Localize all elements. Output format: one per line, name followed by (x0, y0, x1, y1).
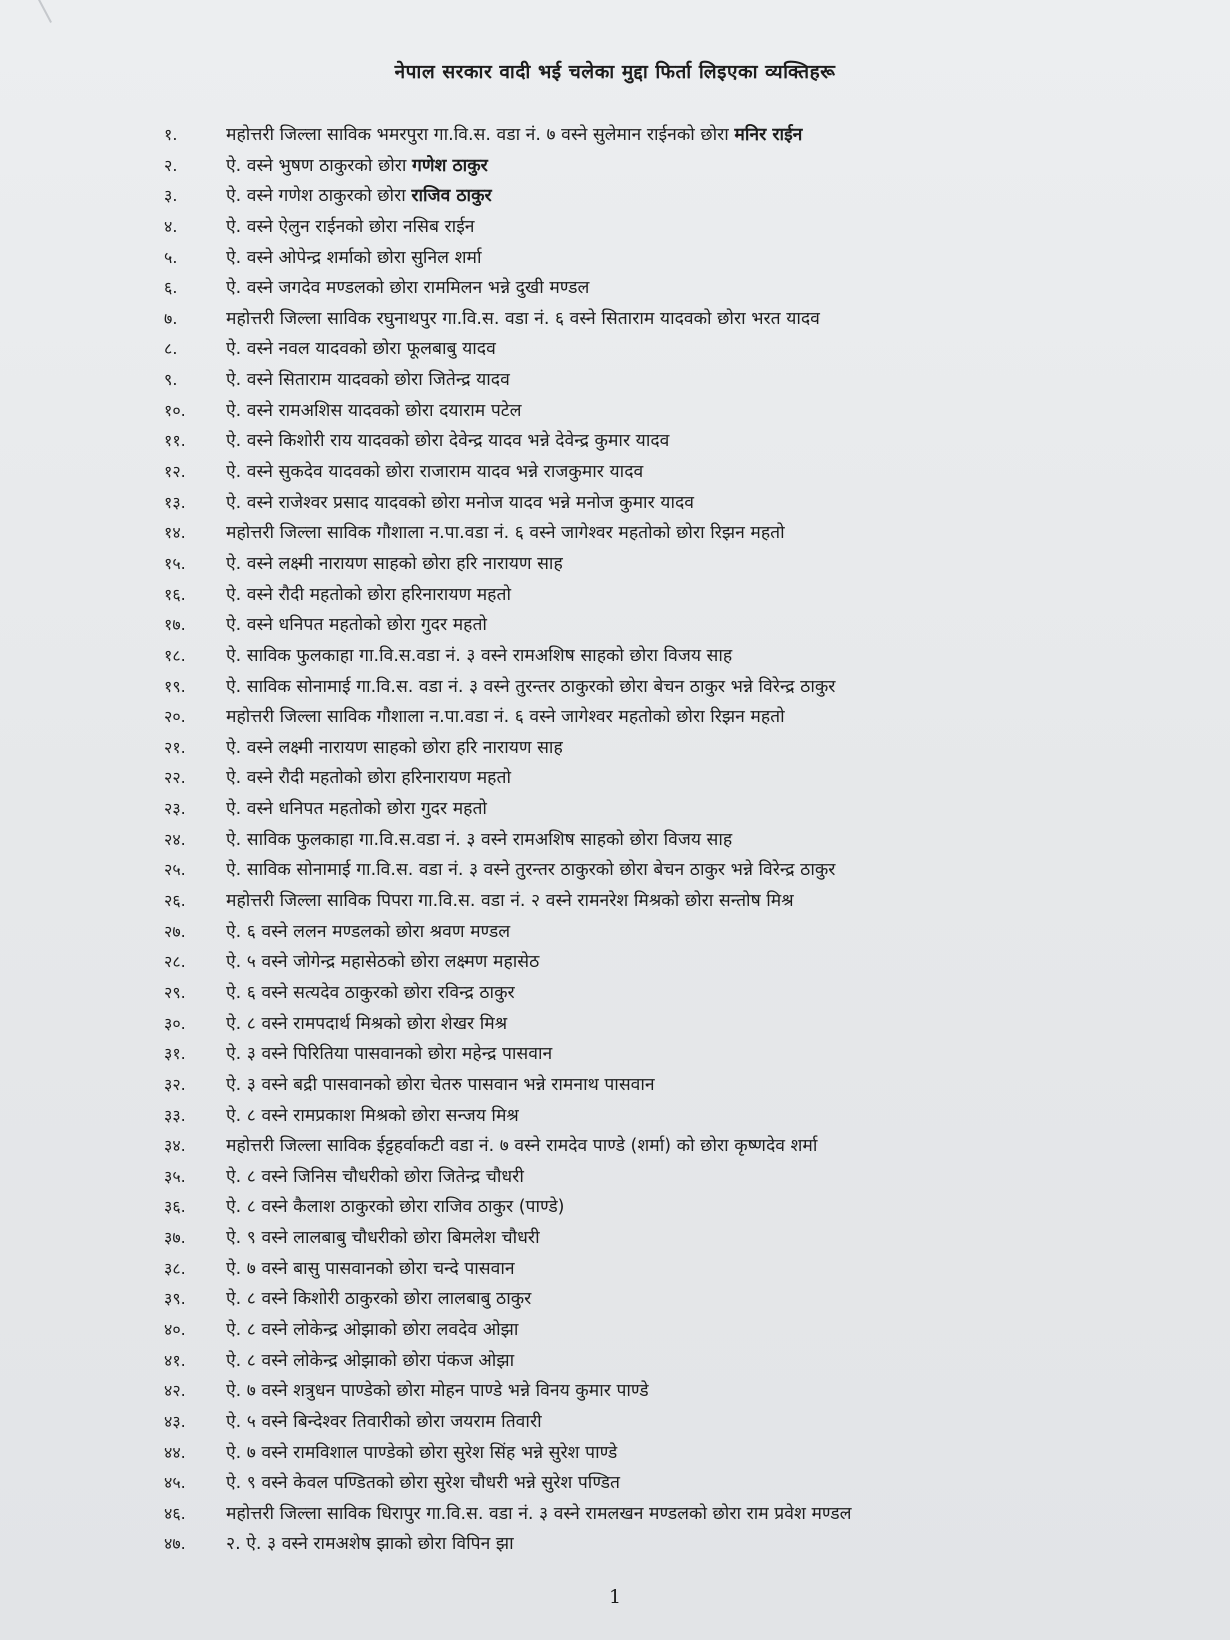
entry-description: ऐ. वस्ने रौदी महतोको छोरा हरिनारायण महतो (226, 768, 511, 789)
entry-text (226, 1009, 1190, 1040)
entry-number: ३६. (164, 1197, 186, 1217)
entry-description: ऐ. वस्ने सुकदेव यादवको छोरा राजाराम यादव भन्ने राजकुमार यादव (226, 462, 644, 483)
entry-number: १२. (164, 462, 186, 482)
list-item (0, 1223, 1230, 1254)
list-item (0, 1529, 1230, 1560)
entry-number: २. (164, 155, 178, 175)
list-item (0, 365, 1230, 396)
entry-number: ४२. (164, 1381, 186, 1401)
entry-description: ऐ. वस्ने किशोरी राय यादवको छोरा देवेन्द्र यादव भन्ने देवेन्द्र कुमार यादव (226, 431, 670, 452)
entry-text (226, 1162, 1190, 1193)
list-item (0, 825, 1230, 856)
list-item (0, 1346, 1230, 1377)
entry-number: ११. (164, 431, 186, 451)
entry-number: ४४. (164, 1442, 186, 1462)
list-item (0, 1284, 1230, 1315)
entry-number: ४३. (164, 1411, 186, 1431)
list-item (0, 518, 1230, 549)
entry-number: २०. (164, 707, 186, 727)
entry-description: ऐ. वस्ने रौदी महतोको छोरा हरिनारायण महतो (226, 584, 511, 605)
entry-text (226, 1407, 1190, 1438)
entry-description: ऐ. वस्ने जगदेव मण्डलको छोरा राममिलन भन्ने दुखी मण्डल (226, 278, 590, 299)
entry-text (226, 151, 1190, 182)
entry-number: १. (164, 125, 178, 144)
entry-description: ऐ. ९ वस्ने लालबाबु चौधरीको छोरा बिमलेश चौधरी (226, 1228, 540, 1249)
entry-description: ऐ. वस्ने लक्ष्मी नारायण साहको छोरा हरि नारायण साह (226, 737, 563, 758)
list-item (0, 1192, 1230, 1223)
entry-description: ऐ. वस्ने ऐलुन राईनको छोरा नसिब राईन (226, 216, 475, 237)
entry-description: ऐ. ८ वस्ने रामप्रकाश मिश्रको छोरा सन्जय मिश्र (226, 1105, 519, 1126)
entry-number: ९. (164, 370, 178, 390)
list-item (0, 1101, 1230, 1132)
list-item (0, 488, 1230, 519)
list-item (0, 181, 1230, 212)
entry-text (226, 763, 1190, 794)
list-item (0, 855, 1230, 886)
entry-description: महोत्तरी जिल्ला साविक रघुनाथपुर गा.वि.स. वडा नं. ६ वस्ने सिताराम यादवको छोरा भरत यादव (226, 308, 820, 329)
entry-text (226, 1376, 1190, 1407)
entry-text (226, 641, 1190, 672)
entry-text (226, 212, 1190, 243)
list-item (0, 304, 1230, 335)
entry-number: १९. (164, 676, 186, 696)
entry-description: ऐ. ७ वस्ने बासु पासवानको छोरा चन्दे पासवान (226, 1258, 515, 1279)
entry-description: महोत्तरी जिल्ला साविक गौशाला न.पा.वडा नं. ६ वस्ने जागेश्वर महतोको छोरा रिझन महतो (226, 523, 785, 544)
entry-description: ऐ. ३ वस्ने पिरितिया पासवानको छोरा महेन्द्र पासवान (226, 1044, 553, 1065)
list-item (0, 978, 1230, 1009)
list-item (0, 763, 1230, 794)
entry-text (226, 1223, 1190, 1254)
entry-text (226, 1315, 1190, 1346)
entry-description: ऐ. ५ वस्ने बिन्देश्वर तिवारीको छोरा जयराम तिवारी (226, 1411, 542, 1432)
entry-text (226, 1254, 1190, 1285)
entry-description: ऐ. वस्ने लक्ष्मी नारायण साहको छोरा हरि नारायण साह (226, 553, 563, 574)
entry-description: महोत्तरी जिल्ला साविक पिपरा गा.वि.स. वडा नं. २ वस्ने रामनरेश मिश्रको छोरा सन्तोष मिश्र (226, 891, 794, 912)
list-item (0, 426, 1230, 457)
entry-description: ऐ. ३ वस्ने बद्री पासवानको छोरा चेतरु पासवान भन्ने रामनाथ पासवान (226, 1074, 655, 1095)
entry-number: ३३. (164, 1105, 186, 1125)
entry-number: २९. (164, 982, 186, 1002)
entry-description: ऐ. ६ वस्ने सत्यदेव ठाकुरको छोरा रविन्द्र ठाकुर (226, 982, 515, 1003)
entry-text (226, 1192, 1190, 1223)
entry-list (0, 120, 1230, 1560)
entry-text (226, 457, 1190, 488)
list-item (0, 1039, 1230, 1070)
entry-number: ३५. (164, 1166, 186, 1186)
entry-number: २७. (164, 921, 186, 941)
entry-text (226, 886, 1190, 917)
entry-number: ५. (164, 247, 178, 267)
entry-text (226, 1039, 1190, 1070)
entry-number: ८. (164, 339, 178, 359)
entry-description: ऐ. वस्ने नवल यादवको छोरा फूलबाबु यादव (226, 339, 496, 360)
page-number: 1 (608, 1586, 622, 1608)
entry-number: ३९. (164, 1289, 186, 1309)
entry-description: ऐ. वस्ने सिताराम यादवको छोरा जितेन्द्र यादव (226, 370, 510, 391)
entry-text (226, 917, 1190, 948)
entry-text (226, 1284, 1190, 1315)
entry-text (226, 488, 1190, 519)
list-item (0, 886, 1230, 917)
list-item (0, 794, 1230, 825)
entry-description: ऐ. ८ वस्ने जिनिस चौधरीको छोरा जितेन्द्र चौधरी (226, 1166, 524, 1187)
entry-number: ३०. (164, 1013, 186, 1033)
entry-text (226, 549, 1190, 580)
entry-name-bold: राजिव ठाकुर (411, 186, 492, 207)
entry-name-bold: मनिर राईन (734, 125, 803, 145)
list-item (0, 1438, 1230, 1469)
entry-text (226, 273, 1190, 304)
entry-text (226, 580, 1190, 611)
entry-description: ऐ. ८ वस्ने किशोरी ठाकुरको छोरा लालबाबु ठाकुर (226, 1289, 532, 1310)
list-item (0, 1315, 1230, 1346)
entry-text (226, 794, 1190, 825)
list-item (0, 1070, 1230, 1101)
entry-text (226, 610, 1190, 641)
list-item (0, 120, 1230, 151)
entry-text (226, 120, 1190, 151)
entry-number: ७. (164, 308, 178, 328)
entry-text (226, 426, 1190, 457)
entry-text (226, 518, 1190, 549)
entry-description: ऐ. वस्ने रामअशिस यादवको छोरा दयाराम पटेल (226, 400, 522, 421)
list-item (0, 151, 1230, 182)
list-item (0, 549, 1230, 580)
entry-number: ३४. (164, 1136, 186, 1156)
entry-number: ३७. (164, 1228, 186, 1248)
entry-description: ऐ. साविक फुलकाहा गा.वि.स.वडा नं. ३ वस्ने रामअशिष साहको छोरा विजय साह (226, 829, 733, 850)
list-item (0, 1468, 1230, 1499)
entry-description: महोत्तरी जिल्ला साविक गौशाला न.पा.वडा नं. ६ वस्ने जागेश्वर महतोको छोरा रिझन महतो (226, 707, 785, 728)
entry-number: १७. (164, 615, 186, 635)
list-item (0, 672, 1230, 703)
entry-text (226, 1070, 1190, 1101)
entry-description: ऐ. वस्ने धनिपत महतोको छोरा गुदर महतो (226, 615, 487, 636)
entry-description: ऐ. साविक सोनामाई गा.वि.स. वडा नं. ३ वस्ने तुरन्तर ठाकुरको छोरा बेचन ठाकुर भन्ने विरेन्द्र ठाकुर (226, 860, 836, 881)
entry-description: ऐ. ८ वस्ने लोकेन्द्र ओझाको छोरा लवदेव ओझा (226, 1319, 519, 1340)
entry-number: ४६. (164, 1503, 186, 1523)
entry-text (226, 396, 1190, 427)
list-item (0, 580, 1230, 611)
list-item (0, 947, 1230, 978)
entry-description: ऐ. ८ वस्ने लोकेन्द्र ओझाको छोरा पंकज ओझा (226, 1350, 515, 1371)
entry-number: २५. (164, 860, 186, 880)
entry-text (226, 1499, 1190, 1530)
entry-number: २६. (164, 891, 186, 911)
entry-number: २४. (164, 829, 186, 849)
paper-crease (38, 0, 52, 23)
entry-description: महोत्तरी जिल्ला साविक धिरापुर गा.वि.स. वडा नं. ३ वस्ने रामलखन मण्डलको छोरा राम प्रवेश मण्डल (226, 1503, 852, 1524)
entry-description: २. ऐ. ३ वस्ने रामअशेष झाको छोरा विपिन झा (226, 1534, 514, 1555)
entry-number: ३१. (164, 1044, 186, 1064)
entry-description: ऐ. ७ वस्ने शत्रुधन पाण्डेको छोरा मोहन पाण्डे भन्ने विनय कुमार पाण्डे (226, 1381, 649, 1402)
list-item (0, 334, 1230, 365)
entry-description: ऐ. ८ वस्ने रामपदार्थ मिश्रको छोरा शेखर मिश्र (226, 1013, 508, 1034)
entry-text (226, 334, 1190, 365)
entry-number: १६. (164, 584, 186, 604)
entry-description: ऐ. ५ वस्ने जोगेन्द्र महासेठको छोरा लक्ष्मण महासेठ (226, 952, 540, 973)
list-item (0, 243, 1230, 274)
entry-number: २२. (164, 768, 186, 788)
entry-text (226, 243, 1190, 274)
list-item (0, 917, 1230, 948)
entry-number: १८. (164, 645, 186, 665)
list-item (0, 396, 1230, 427)
entry-number: ४०. (164, 1319, 186, 1339)
entry-name-bold: गणेश ठाकुर (412, 155, 488, 176)
list-item (0, 1376, 1230, 1407)
entry-description: ऐ. साविक सोनामाई गा.वि.स. वडा नं. ३ वस्ने तुरन्तर ठाकुरको छोरा बेचन ठाकुर भन्ने विरेन्द्र ठाकुर (226, 676, 836, 697)
entry-text (226, 1529, 1190, 1560)
entry-number: १४. (164, 523, 186, 543)
list-item (0, 733, 1230, 764)
entry-text (226, 978, 1190, 1009)
entry-number: ६. (164, 278, 178, 298)
entry-description: ऐ. वस्ने गणेश ठाकुरको छोरा (226, 186, 412, 207)
entry-text (226, 304, 1190, 335)
entry-number: १०. (164, 400, 186, 420)
entry-number: ४७. (164, 1534, 186, 1554)
entry-text (226, 855, 1190, 886)
entry-text (226, 733, 1190, 764)
entry-text (226, 1101, 1190, 1132)
list-item (0, 1499, 1230, 1530)
entry-description: ऐ. वस्ने भुषण ठाकुरको छोरा (226, 155, 413, 176)
entry-description: ऐ. ८ वस्ने कैलाश ठाकुरको छोरा राजिव ठाकुर (पाण्डे) (226, 1197, 565, 1218)
entry-number: २३. (164, 799, 186, 819)
entry-description: ऐ. साविक फुलकाहा गा.वि.स.वडा नं. ३ वस्ने रामअशिष साहको छोरा विजय साह (226, 645, 733, 666)
entry-text (226, 702, 1190, 733)
entry-description: ऐ. ६ वस्ने ललन मण्डलको छोरा श्रवण मण्डल (226, 921, 511, 942)
entry-text (226, 1468, 1190, 1499)
list-item (0, 457, 1230, 488)
entry-text (226, 1346, 1190, 1377)
list-item (0, 641, 1230, 672)
entry-text (226, 1131, 1190, 1162)
entry-number: ४. (164, 216, 178, 236)
entry-number: ३८. (164, 1258, 186, 1278)
entry-number: ४१. (164, 1350, 186, 1370)
entry-description: महोत्तरी जिल्ला साविक भमरपुरा गा.वि.स. वडा नं. ७ वस्ने सुलेमान राईनको छोरा (226, 125, 735, 145)
list-item (0, 610, 1230, 641)
entry-number: १५. (164, 553, 186, 573)
document-title: नेपाल सरकार वादी भई चलेका मुद्दा फिर्ता लिइएका व्यक्तिहरू (394, 61, 836, 83)
entry-description: ऐ. ९ वस्ने केवल पण्डितको छोरा सुरेश चौधरी भन्ने सुरेश पण्डित (226, 1473, 620, 1494)
list-item (0, 702, 1230, 733)
entry-description: महोत्तरी जिल्ला साविक ईट्टहर्वाकटी वडा नं. ७ वस्ने रामदेव पाण्डे (शर्मा) को छोरा कृष्णदेव शर्मा (226, 1136, 818, 1157)
list-item (0, 1407, 1230, 1438)
entry-number: ४५. (164, 1473, 186, 1493)
list-item (0, 212, 1230, 243)
entry-text (226, 947, 1190, 978)
entry-number: १३. (164, 492, 186, 512)
entry-text (226, 1438, 1190, 1469)
entry-number: ३२. (164, 1074, 186, 1094)
list-item (0, 273, 1230, 304)
entry-description: ऐ. वस्ने ओपेन्द्र शर्माको छोरा सुनिल शर्मा (226, 247, 482, 268)
entry-text (226, 672, 1190, 703)
list-item (0, 1009, 1230, 1040)
entry-text (226, 365, 1190, 396)
entry-number: २१. (164, 737, 186, 757)
list-item (0, 1162, 1230, 1193)
entry-number: ३. (164, 186, 178, 206)
entry-text (226, 181, 1190, 212)
list-item (0, 1131, 1230, 1162)
entry-description: ऐ. ७ वस्ने रामविशाल पाण्डेको छोरा सुरेश सिंह भन्ने सुरेश पाण्डे (226, 1442, 618, 1463)
list-item (0, 1254, 1230, 1285)
entry-description: ऐ. वस्ने राजेश्वर प्रसाद यादवको छोरा मनोज यादव भन्ने मनोज कुमार यादव (226, 492, 695, 513)
entry-description: ऐ. वस्ने धनिपत महतोको छोरा गुदर महतो (226, 799, 487, 820)
entry-number: २८. (164, 952, 186, 972)
entry-text (226, 825, 1190, 856)
